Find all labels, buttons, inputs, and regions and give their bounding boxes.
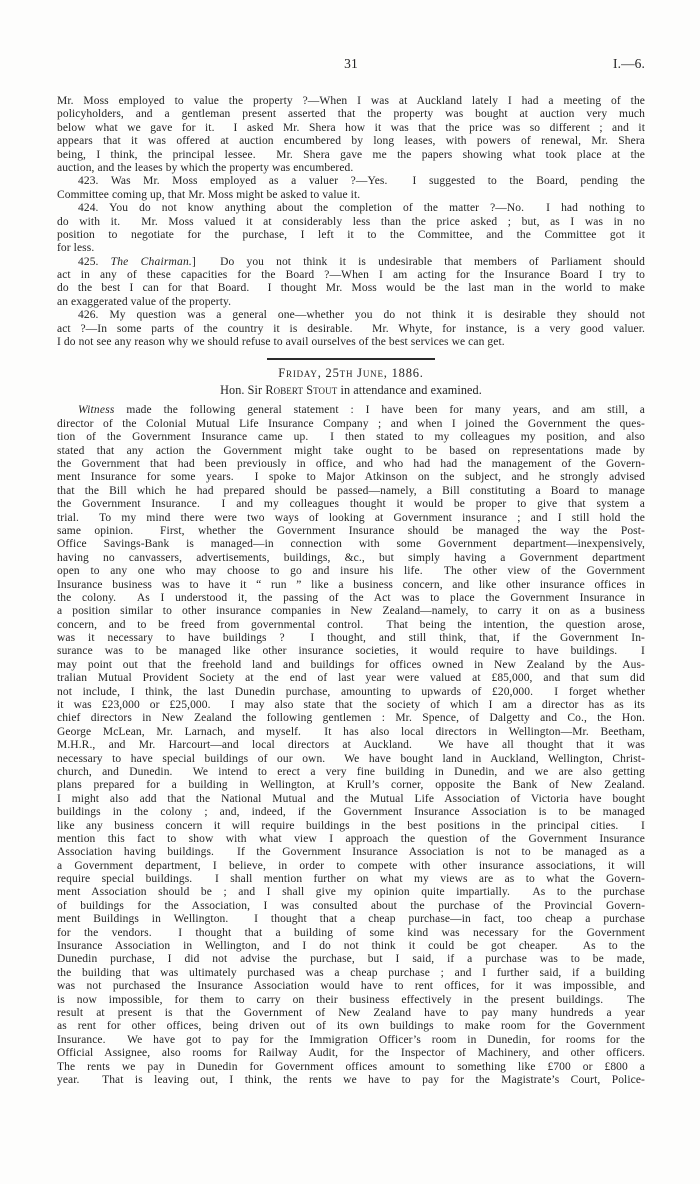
text-line: same opinion. First, whether the Government Insurance should be managed the way the Post-	[57, 524, 645, 537]
text-column	[57, 95, 645, 1087]
text-line: the colony. As I understood it, the passing of the Act was to place the Government Insurance in	[57, 591, 645, 604]
text-line: Association having buildings. If the Government Insurance Association is not to be managed as a	[57, 846, 645, 859]
text-line: the building that was ultimately purchased was a cheap purchase ; and I further said, if a building	[57, 966, 645, 979]
text-line: do with it. Mr. Moss valued it at considerably less than the price asked ; but, as I was in no	[57, 215, 645, 228]
text-line: Dunedin purchase, I did not advise the purchase, but I said, if a purchase was to be made,	[57, 953, 645, 966]
paragraph	[57, 202, 645, 256]
text-line: tion of the Government Insurance came up. I then stated to my colleagues my position, and also	[57, 431, 645, 444]
text-line: ment Insurance for some years. I spoke to Major Atkinson on the subject, and he strongly advised	[57, 471, 645, 484]
text-line: 426. My question was a general one—whether you do not think it is desirable they should not	[78, 309, 645, 322]
text-line: M.H.R., and Mr. Harcourt—and local directors at Auckland. We have all thought that it was	[57, 739, 645, 752]
text-line: appears that it was offered at auction encumbered by long leases, with powers of renewal, Mr. Shera	[57, 135, 645, 148]
text-line: position to negotiate for the purchase, I left it to the Committee, and the Committee got it	[57, 228, 645, 241]
text-line: for less.	[57, 242, 95, 255]
text-line: chief directors in New Zealand the following gentlemen : Mr. Spence, of Dalgetty and Co., the Hon.	[57, 712, 645, 725]
session-date-heading: Friday, 25th June, 1886.	[278, 366, 424, 381]
text-line: it was £23,000 or £25,000. I may also state that the society of which I am a director has as its	[57, 699, 645, 712]
text-line: 425. The Chairman.] Do you not think it is undesirable that members of Parliament should	[78, 255, 646, 268]
text-line: require special buildings. I shall mention further on what my views are as to what the Govern-	[57, 873, 645, 886]
text-line: plans prepared for a building in Wellington, at Krull’s corner, opposite the Bank of New Zealand.	[57, 779, 645, 792]
text-line: Official Assignee, also rooms for Railway Audit, for the Inspector of Machinery, and other officers.	[57, 1047, 645, 1060]
text-line: buildings in the colony ; and, indeed, if the Government Insurance Association is to be managed	[57, 806, 645, 819]
text-line: an exaggerated value of the property.	[57, 295, 232, 308]
paragraph	[57, 175, 645, 202]
text-line: The rents we pay in Dunedin for Government offices amount to something like £700 or £800 a	[57, 1060, 645, 1073]
witness-heading: Hon. Sir Robert Stout in attendance and examined.	[220, 383, 482, 398]
text-line: necessary to have special buildings of our own. We have bought land in Auckland, Wellington, Christ-	[57, 752, 645, 765]
text-line: may point out that the freehold land and buildings for offices owned in New Zealand by the Aus-	[57, 658, 645, 671]
text-line: Insurance. We have got to pay for the Immigration Officer’s room in Dunedin, for rooms for the	[57, 1033, 645, 1046]
text-line: a position similar to other insurance companies in New Zealand—namely, to carry it on as a business	[57, 605, 645, 618]
text-line: 423. Was Mr. Moss employed as a valuer ?—Yes. I suggested to the Board, pending the	[78, 175, 645, 188]
text-line: act in any of these capacities for the Board ?—When I am acting for the Insurance Board I try to	[57, 269, 645, 282]
text-line: tralian Mutual Provident Society at the end of last year were valued at £85,000, and that sum did	[57, 672, 645, 685]
text-line: ment Buildings in Wellington. I thought that a cheap purchase—in fact, too cheap a purchase	[57, 913, 645, 926]
examination-section	[57, 95, 645, 349]
text-line: Committee coming up, that Mr. Moss might be asked to value it.	[57, 188, 361, 201]
text-line: church, and Dunedin. We intend to erect a very fine building in Dunedin, and we are also getting	[57, 765, 645, 778]
paragraph	[57, 309, 645, 349]
text-line: being, I think, the principal lessee. Mr. Shera gave me the papers showing what took place at the	[57, 148, 645, 161]
text-line: do the best I can for that Board. I thought Mr. Moss would be the last man in the world to make	[57, 282, 645, 295]
text-line: below what we gave for it. I asked Mr. Shera how it was that the price was so different ; and it	[57, 121, 645, 134]
text-line: mention this fact to show with what view I approach the question of the Government Insurance	[57, 832, 645, 845]
text-line: the Government Insurance. I and my colleagues thought it would be proper to give that system a	[57, 498, 645, 511]
text-line: for the vendors. I thought that a building of some kind was necessary for the Government	[57, 926, 645, 939]
text-line: like any business concern it will require buildings in the best positions in the principal cities. I	[57, 819, 645, 832]
text-line: is now impossible, for them to carry on their business effectively in the present buildings. The	[57, 993, 645, 1006]
page-header	[57, 56, 645, 74]
text-line: ment Association should be ; and I shall give my opinion quite impartially. As to the purchase	[57, 886, 645, 899]
text-line: surance was to be managed like other insurance societies, it would require to have buildings. I	[57, 645, 645, 658]
text-line: concern, and to be freed from governmental control. That being the intention, the question arose,	[57, 618, 645, 631]
text-line: not include, I think, the last Dunedin purchase, amounting to upwards of £20,000. I forget whether	[57, 685, 645, 698]
text-line: Mr. Moss employed to value the property ?—When I was at Auckland lately I had a meeting of the	[57, 95, 645, 107]
text-line: result at present is that the Government of New Zealand have to pay many hundreds a year	[57, 1007, 645, 1019]
text-line: having no canvassers, advertisements, buildings, &c., but simply having a Government department	[57, 551, 645, 564]
paragraph	[57, 256, 645, 310]
text-line: Insurance Association in Wellington, and I do not think it could be got cheaper. As to the	[57, 940, 645, 953]
text-line: as rent for other offices, being driven out of its own buildings to make room for the Government	[57, 1020, 645, 1033]
section-divider	[267, 358, 435, 360]
text-line: open to any one who may choose to go and insure his life. The other view of the Government	[57, 565, 645, 578]
text-line: of buildings for the Association, I was consulted about the purchase of the Provincial Govern-	[57, 899, 645, 912]
text-line: act ?—In some parts of the country it is desirable. Mr. Whyte, for instance, is a very good valuer.	[57, 322, 645, 335]
text-line: I do not see any reason why we should refuse to avail ourselves of the best services we can get.	[57, 336, 505, 349]
page-number: 31	[344, 56, 358, 71]
text-line: George McLean, Mr. Larnach, and myself. It has also local directors in Wellington—Mr. Beetham,	[57, 725, 645, 738]
text-line: was not purchased the Insurance Association would have to rent offices, for it was impossible, and	[57, 980, 645, 993]
text-line: auction, and the leases by which the property was encumbered.	[57, 161, 354, 174]
document-reference: I.—6.	[613, 56, 645, 71]
statement-section	[57, 404, 645, 1087]
text-line: was it necessary to have buildings ? I thought, and still think, that, if the Government In-	[57, 632, 645, 645]
text-line: stated that any action the Government might take ought to be based on representations made by	[57, 444, 645, 457]
text-line: Insurance business was to have it “ run ” like a business concern, and like other insurance offices in	[57, 578, 645, 591]
text-line: Office Savings-Bank is managed—in connection with some Government department—inexpensively,	[57, 538, 645, 551]
text-line: director of the Colonial Mutual Life Insurance Company ; and when I joined the Government the ques-	[57, 417, 645, 430]
paragraph	[57, 404, 645, 1087]
text-line: a Government department, I believe, in order to compete with other insurance associations, it will	[57, 859, 645, 872]
paragraph	[57, 95, 645, 175]
text-line: that the Bill which he had prepared should be passed—namely, a Bill constituting a Board to manage	[57, 484, 645, 497]
text-line: year. That is leaving out, I think, the rents we have to pay for the Magistrate’s Court, Police-	[57, 1073, 645, 1086]
text-line: I might also add that the National Mutual and the Mutual Life Association of Victoria have bought	[57, 792, 645, 805]
text-line: Witness made the following general statement : I have been for many years, and am still, a	[78, 404, 645, 417]
text-line: trial. To my mind there were two ways of looking at Government insurance ; and I still hold the	[57, 511, 645, 524]
text-line: policyholders, and a gentleman present asserted that the property was bought at auction very much	[57, 108, 645, 121]
text-line: the Government that had been previously in office, and who had had the management of the Govern-	[57, 457, 645, 470]
text-line: 424. You do not know anything about the completion of the matter ?—No. I had nothing to	[78, 202, 645, 215]
